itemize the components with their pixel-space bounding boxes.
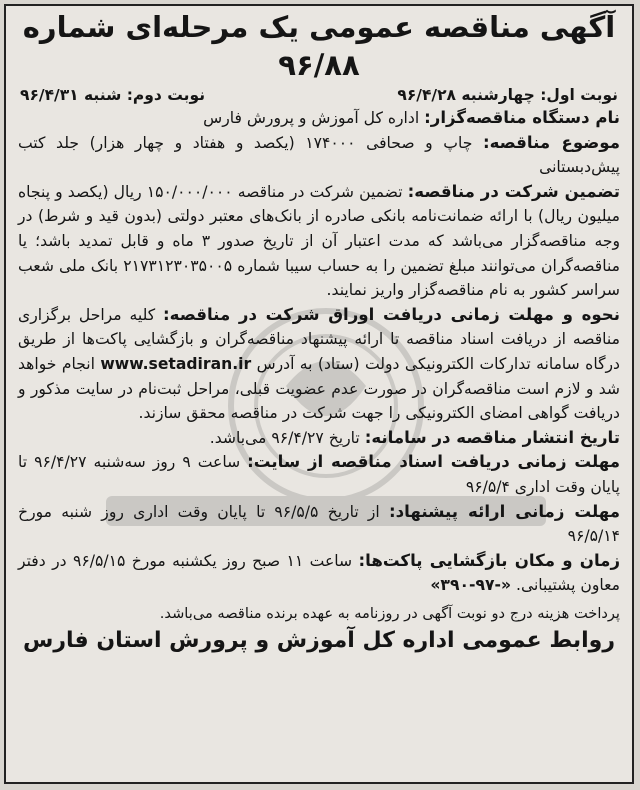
procedure-section — [18, 303, 620, 426]
procedure-text-after: انجام خواهد شد و لازم است مناقصه‌گران در صورت عدم عضویت قبلی، مراحل ثبت‌نام در سایت مذکور و دریافت گواهی امضای الکترونیکی را جهت شرکت در مناقصه محقق سازند. — [18, 354, 620, 423]
ad-code: «۳۹۰-۹۷-» — [430, 576, 512, 595]
opening-label: زمان و مکان بازگشایی پاکت‌ها: — [358, 550, 620, 570]
organizer-value: اداره کل آموزش و پرورش فارس — [203, 109, 420, 127]
proposal-deadline-label: مهلت زمانی ارائه پیشنهاد: — [388, 501, 620, 521]
opening-section — [18, 549, 620, 598]
first-publication: نوبت اول: چهارشنبه ۹۶/۴/۲۸ — [397, 86, 618, 104]
footer-signature: روابط عمومی اداره کل آموزش و پرورش استان فارس — [22, 628, 616, 654]
publish-date-section — [18, 426, 620, 451]
setadiran-url: www.setadiran.ir — [100, 354, 252, 373]
tender-notice — [4, 4, 634, 784]
organizer-section — [18, 106, 620, 131]
organizer-label: نام دستگاه مناقصه‌گزار: — [424, 108, 620, 127]
guarantee-value: تضمین شرکت در مناقصه ۱۵۰/۰۰۰/۰۰۰ ریال (یکصد و پنجاه میلیون ریال) با ارائه ضمانت‌نامه بانکی صادره از بانک‌های معتبر دولتی (بدون قید و شرط) در وجه مناقصه‌گزار می‌باشد که مدت اعتبار آن از تاریخ صدور ۳ ماه و قابل تمدید باشد؛ یا مناقصه‌گران می‌توانند مبلغ تضمین را به حساب سیبا شماره ۲۱۷۳۱۲۳۰۳۵۰۰۵ بانک ملی شعب سراسر کشور به نام مناقصه‌گزار واریز نمایند. — [18, 182, 620, 300]
guarantee-section — [18, 180, 620, 303]
proposal-deadline-section — [18, 500, 620, 549]
opening-value: ساعت ۱۱ صبح روز یکشنبه مورخ ۹۶/۵/۱۵ در دفتر معاون پشتیبانی. — [18, 551, 620, 595]
notice-body — [6, 106, 632, 656]
publish-date-value: تاریخ ۹۶/۴/۲۷ می‌باشد. — [209, 428, 360, 447]
procedure-label: نحوه و مهلت زمانی دریافت اوراق شرکت در مناقصه: — [163, 304, 620, 324]
guarantee-label: تضمین شرکت در مناقصه: — [407, 181, 620, 201]
docs-deadline-section — [18, 450, 620, 499]
docs-deadline-label: مهلت زمانی دریافت اسناد مناقصه از سایت: — [247, 452, 620, 472]
notice-title: آگهی مناقصه عمومی یک مرحله‌ای شماره ۹۶/۸۸ — [22, 10, 616, 82]
publication-dates — [6, 84, 632, 106]
publish-date-label: تاریخ انتشار مناقصه در سامانه: — [364, 427, 620, 447]
subject-section — [18, 131, 620, 180]
subject-label: موضوع مناقصه: — [482, 132, 620, 152]
proposal-deadline-value: از تاریخ ۹۶/۵/۵ تا پایان وقت اداری روز شنبه مورخ ۹۶/۵/۱۴ — [18, 502, 620, 546]
second-publication: نوبت دوم: شنبه ۹۶/۴/۳۱ — [20, 86, 206, 104]
subject-value: چاپ و صحافی ۱۷۴۰۰۰ (یکصد و هفتاد و چهار هزار) جلد کتب پیش‌دبستانی — [18, 133, 620, 177]
payment-note: پرداخت هزینه درج دو نوبت آگهی در روزنامه به عهده برنده مناقصه می‌باشد. — [159, 604, 620, 622]
docs-deadline-value: ساعت ۹ روز سه‌شنبه ۹۶/۴/۲۷ تا پایان وقت اداری ۹۶/۵/۴ — [18, 453, 620, 496]
procedure-text-before: کلیه مراحل برگزاری مناقصه از دریافت اسناد مناقصه تا ارائه پیشنهاد مناقصه‌گران و بازگشایی پاکت‌ها از طریق درگاه سامانه تدارکات الکترونیکی دولت (ستاد) به آدرس — [18, 305, 620, 373]
